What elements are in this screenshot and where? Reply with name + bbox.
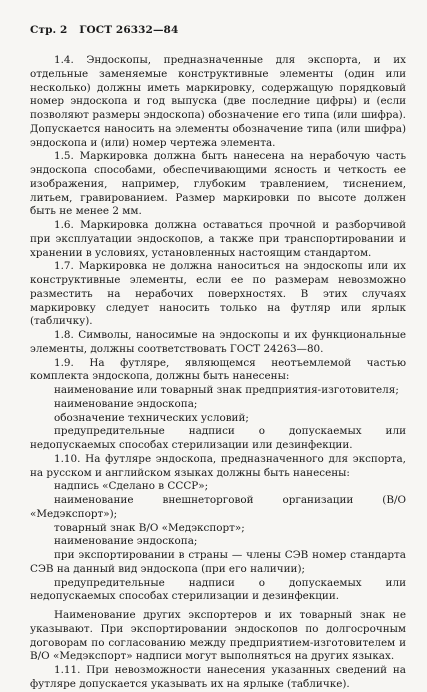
paragraph-exporters: Наименование других экспортеров и их товарный знак не указывают. При экспортировании эндоскопов по долгосрочным договорам по согласованию между предприятием-изготовителем и В/О «Медэкспорт» надписи могут выполняться на других языках. <box>30 609 406 663</box>
list-item: товарный знак В/О «Медэкспорт»; <box>54 521 245 534</box>
paragraph-1-4: 1.4. Эндоскопы, предназначенные для экспорта, и их отдельные заменяемые конструктивные элементы (один или несколько) должны иметь маркировку, содержащую порядковый номер эндоскопа и год выпуска (две последние цифры) и (если позволяют размеры эндоскопа) обозначение его типа (или шифра). Допускается наносить на элементы обозначение типа (или шифра) эндоскопа и (или) номер чертежа элемента. <box>30 54 406 149</box>
paragraph-1-7: 1.7. Маркировка не должна наноситься на эндоскопы или их конструктивные элементы, если ее по размерам невозможно разместить на нерабочих поверхностях. В этих случаях маркировку следует наносить только на футляр или ярлык (табличку). <box>30 260 406 328</box>
paragraph-1-5: 1.5. Маркировка должна быть нанесена на нерабочую часть эндоскопа способами, обеспечивающими ясность и четкость ее изображения, например, глубоким травлением, тиснением, литьем, гравированием. Размер маркировки по высоте должен быть не менее 2 мм. <box>30 150 406 218</box>
list-item: наименование или товарный знак предприятия-изготовителя; <box>54 384 399 396</box>
page-number: Стр. 2 <box>30 24 68 36</box>
standard-number: ГОСТ 26332—84 <box>79 24 179 36</box>
list-item: обозначение технических условий; <box>54 411 249 424</box>
paragraph-1-6: 1.6. Маркировка должна оставаться прочной и разборчивой при эксплуатации эндоскопов, а также при транспортировании и хранении в условиях, установленных настоящим стандартом. <box>30 219 406 259</box>
list-item: при экспортировании в страны — члены СЭВ номер стандарта СЭВ на данный вид эндоскопа (при его наличии); <box>30 549 406 575</box>
page-header <box>30 24 186 36</box>
list-item: наименование внешнеторговой организации (В/О «Медэкспорт»); <box>30 494 406 520</box>
paragraph-1-10: 1.10. На футляре эндоскопа, предназначенного для экспорта, на русском и английском языках должны быть нанесены: <box>30 452 406 479</box>
list-item: предупредительные надписи о допускаемых или недопускаемых способах стерилизации или дезинфекции. <box>30 425 406 451</box>
paragraph-1-8: 1.8. Символы, наносимые на эндоскопы и их функциональные элементы, должны соответствовать ГОСТ 24263—80. <box>30 329 406 355</box>
list-item: надпись «Сделано в СССР»; <box>54 480 209 493</box>
list-item: наименование эндоскопа; <box>54 397 198 410</box>
list-item: наименование эндоскопа; <box>54 535 198 548</box>
list-item: предупредительные надписи о допускаемых или недопускаемых способах стерилизации и дезинфекции. <box>30 576 406 603</box>
paragraph-1-9: 1.9. На футляре, являющемся неотъемлемой частью комплекта эндоскопа, должны быть нанесены: <box>30 356 406 383</box>
paragraph-1-11: 1.11. При невозможности нанесения указанных сведений на футляре допускается указывать их на ярлыке (табличке). <box>30 664 406 690</box>
document-body <box>30 54 406 692</box>
